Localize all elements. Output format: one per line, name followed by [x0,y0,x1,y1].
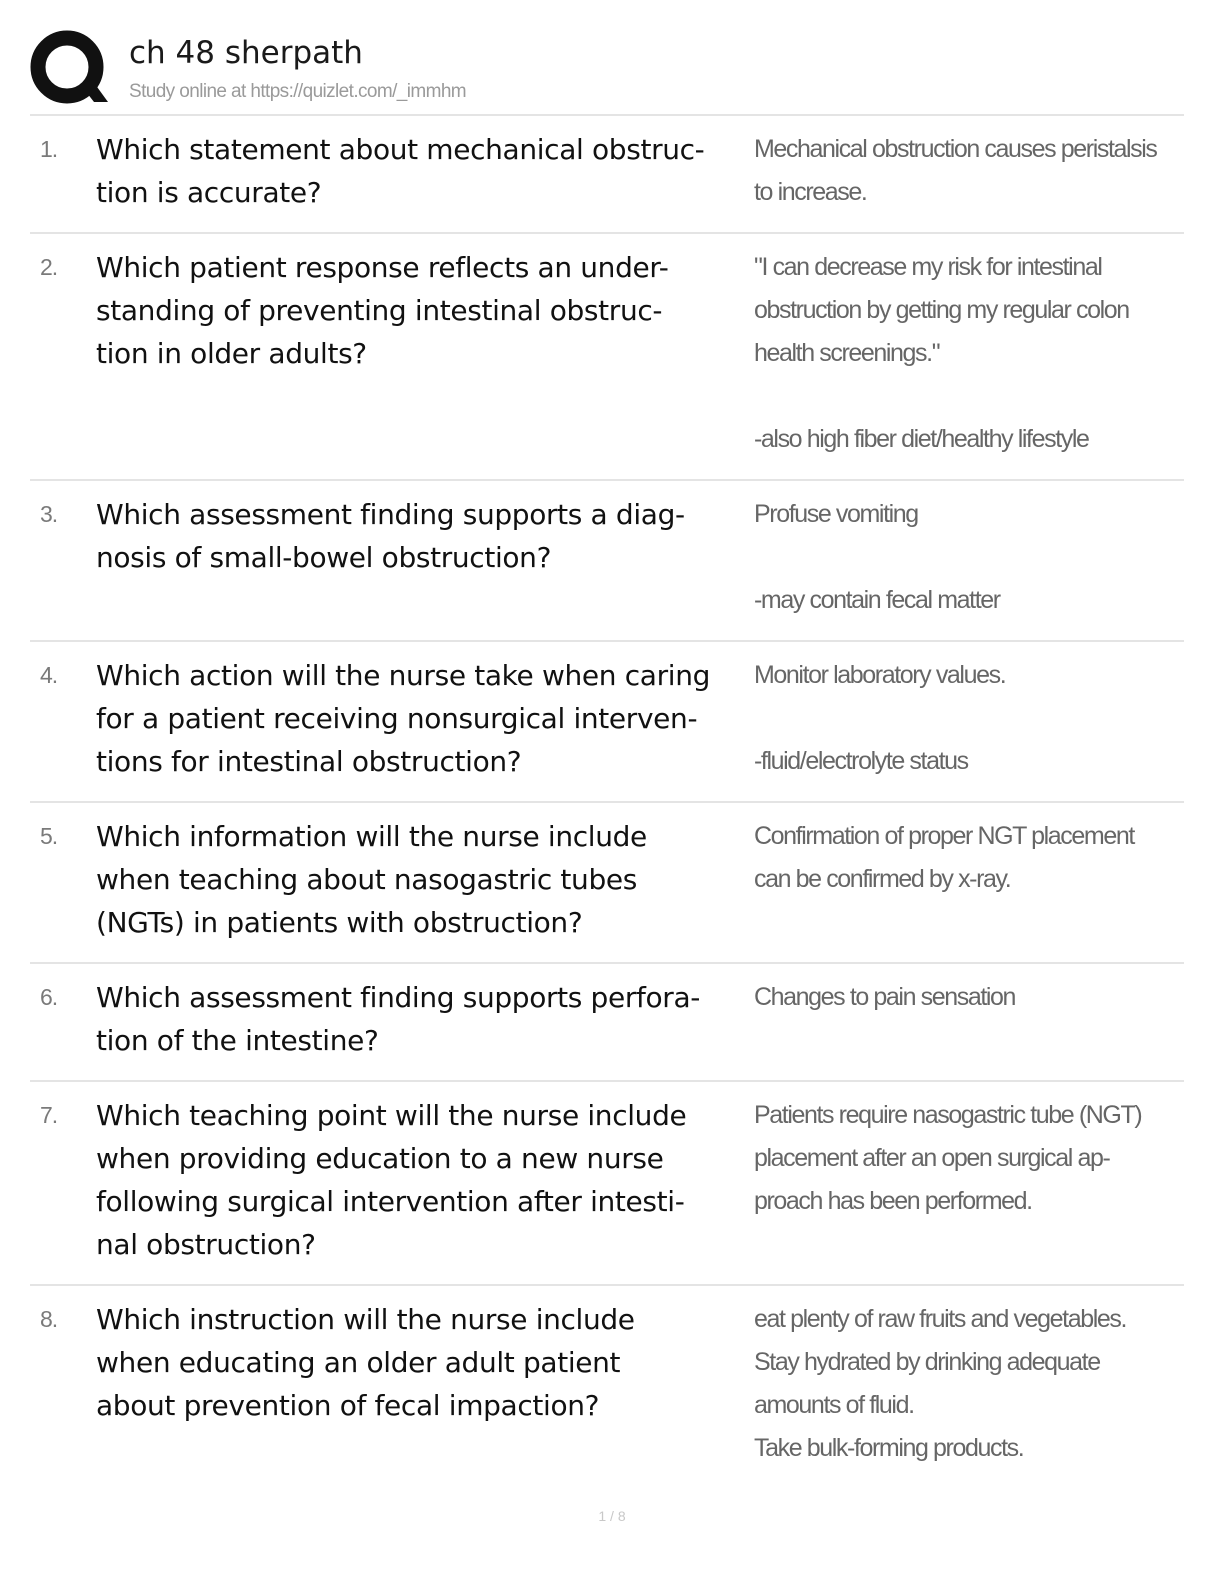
flashcard-row [30,803,1184,964]
card-question: Which action will the nurse take when caring for a patient receiving nonsurgical interven- tions for intestinal obstruction? [96,659,711,778]
card-answer: "I can decrease my risk for intestinal obstruction by getting my regular colon health screenings." -also high fiber diet/healthy lifestyle [754,253,1129,453]
card-question: Which teaching point will the nurse include when providing education to a new nurse following surgical intervention after intesti- nal obstruction? [96,1099,687,1261]
card-answer: Mechanical obstruction causes peristalsis to increase. [754,135,1157,206]
flashcard-row [30,1082,1184,1286]
flashcard-list [30,116,1184,1488]
flashcard-row [30,964,1184,1082]
flashcard-row [30,481,1184,642]
card-question: Which patient response reflects an under- standing of preventing intestinal obstruc- tion in older adults? [96,251,669,370]
flashcard-row [30,1286,1184,1488]
card-number: 8. [40,1306,58,1332]
card-answer: Changes to pain sensation [754,983,1016,1011]
card-question: Which information will the nurse include when teaching about nasogastric tubes (NGTs) in patients with obstruction? [96,820,647,939]
card-answer: Patients require nasogastric tube (NGT) placement after an open surgical ap- proach has been performed. [754,1101,1142,1215]
card-number: 1. [40,136,58,162]
card-number: 7. [40,1102,58,1128]
page-header [30,28,1184,116]
flashcard-row [30,642,1184,803]
card-number: 6. [40,984,58,1010]
card-number: 5. [40,823,58,849]
page-indicator: 1 / 8 [598,1508,626,1524]
flashcard-row [30,116,1184,234]
card-question: Which statement about mechanical obstruc- tion is accurate? [96,133,705,209]
card-question: Which assessment finding supports a diag- nosis of small-bowel obstruction? [96,498,685,574]
card-answer: Monitor laboratory values. -fluid/electrolyte status [754,661,1006,775]
card-answer: eat plenty of raw fruits and vegetables. Stay hydrated by drinking adequate amounts of fluid. Take bulk-forming products. [754,1305,1127,1462]
flashcard-row [30,234,1184,481]
card-number: 2. [40,254,58,280]
card-question: Which instruction will the nurse include when educating an older adult patient about prevention of fecal impaction? [96,1303,635,1422]
quizlet-q-logo-icon [30,30,110,110]
card-number: 4. [40,662,58,688]
card-question: Which assessment finding supports perfora- tion of the intestine? [96,981,701,1057]
set-title: ch 48 sherpath [129,35,363,71]
card-answer: Confirmation of proper NGT placement can be confirmed by x-ray. [754,822,1134,893]
card-number: 3. [40,501,58,527]
card-answer: Profuse vomiting -may contain fecal matter [754,500,1000,614]
study-online-link[interactable]: Study online at https://quizlet.com/_immhm [129,81,467,102]
